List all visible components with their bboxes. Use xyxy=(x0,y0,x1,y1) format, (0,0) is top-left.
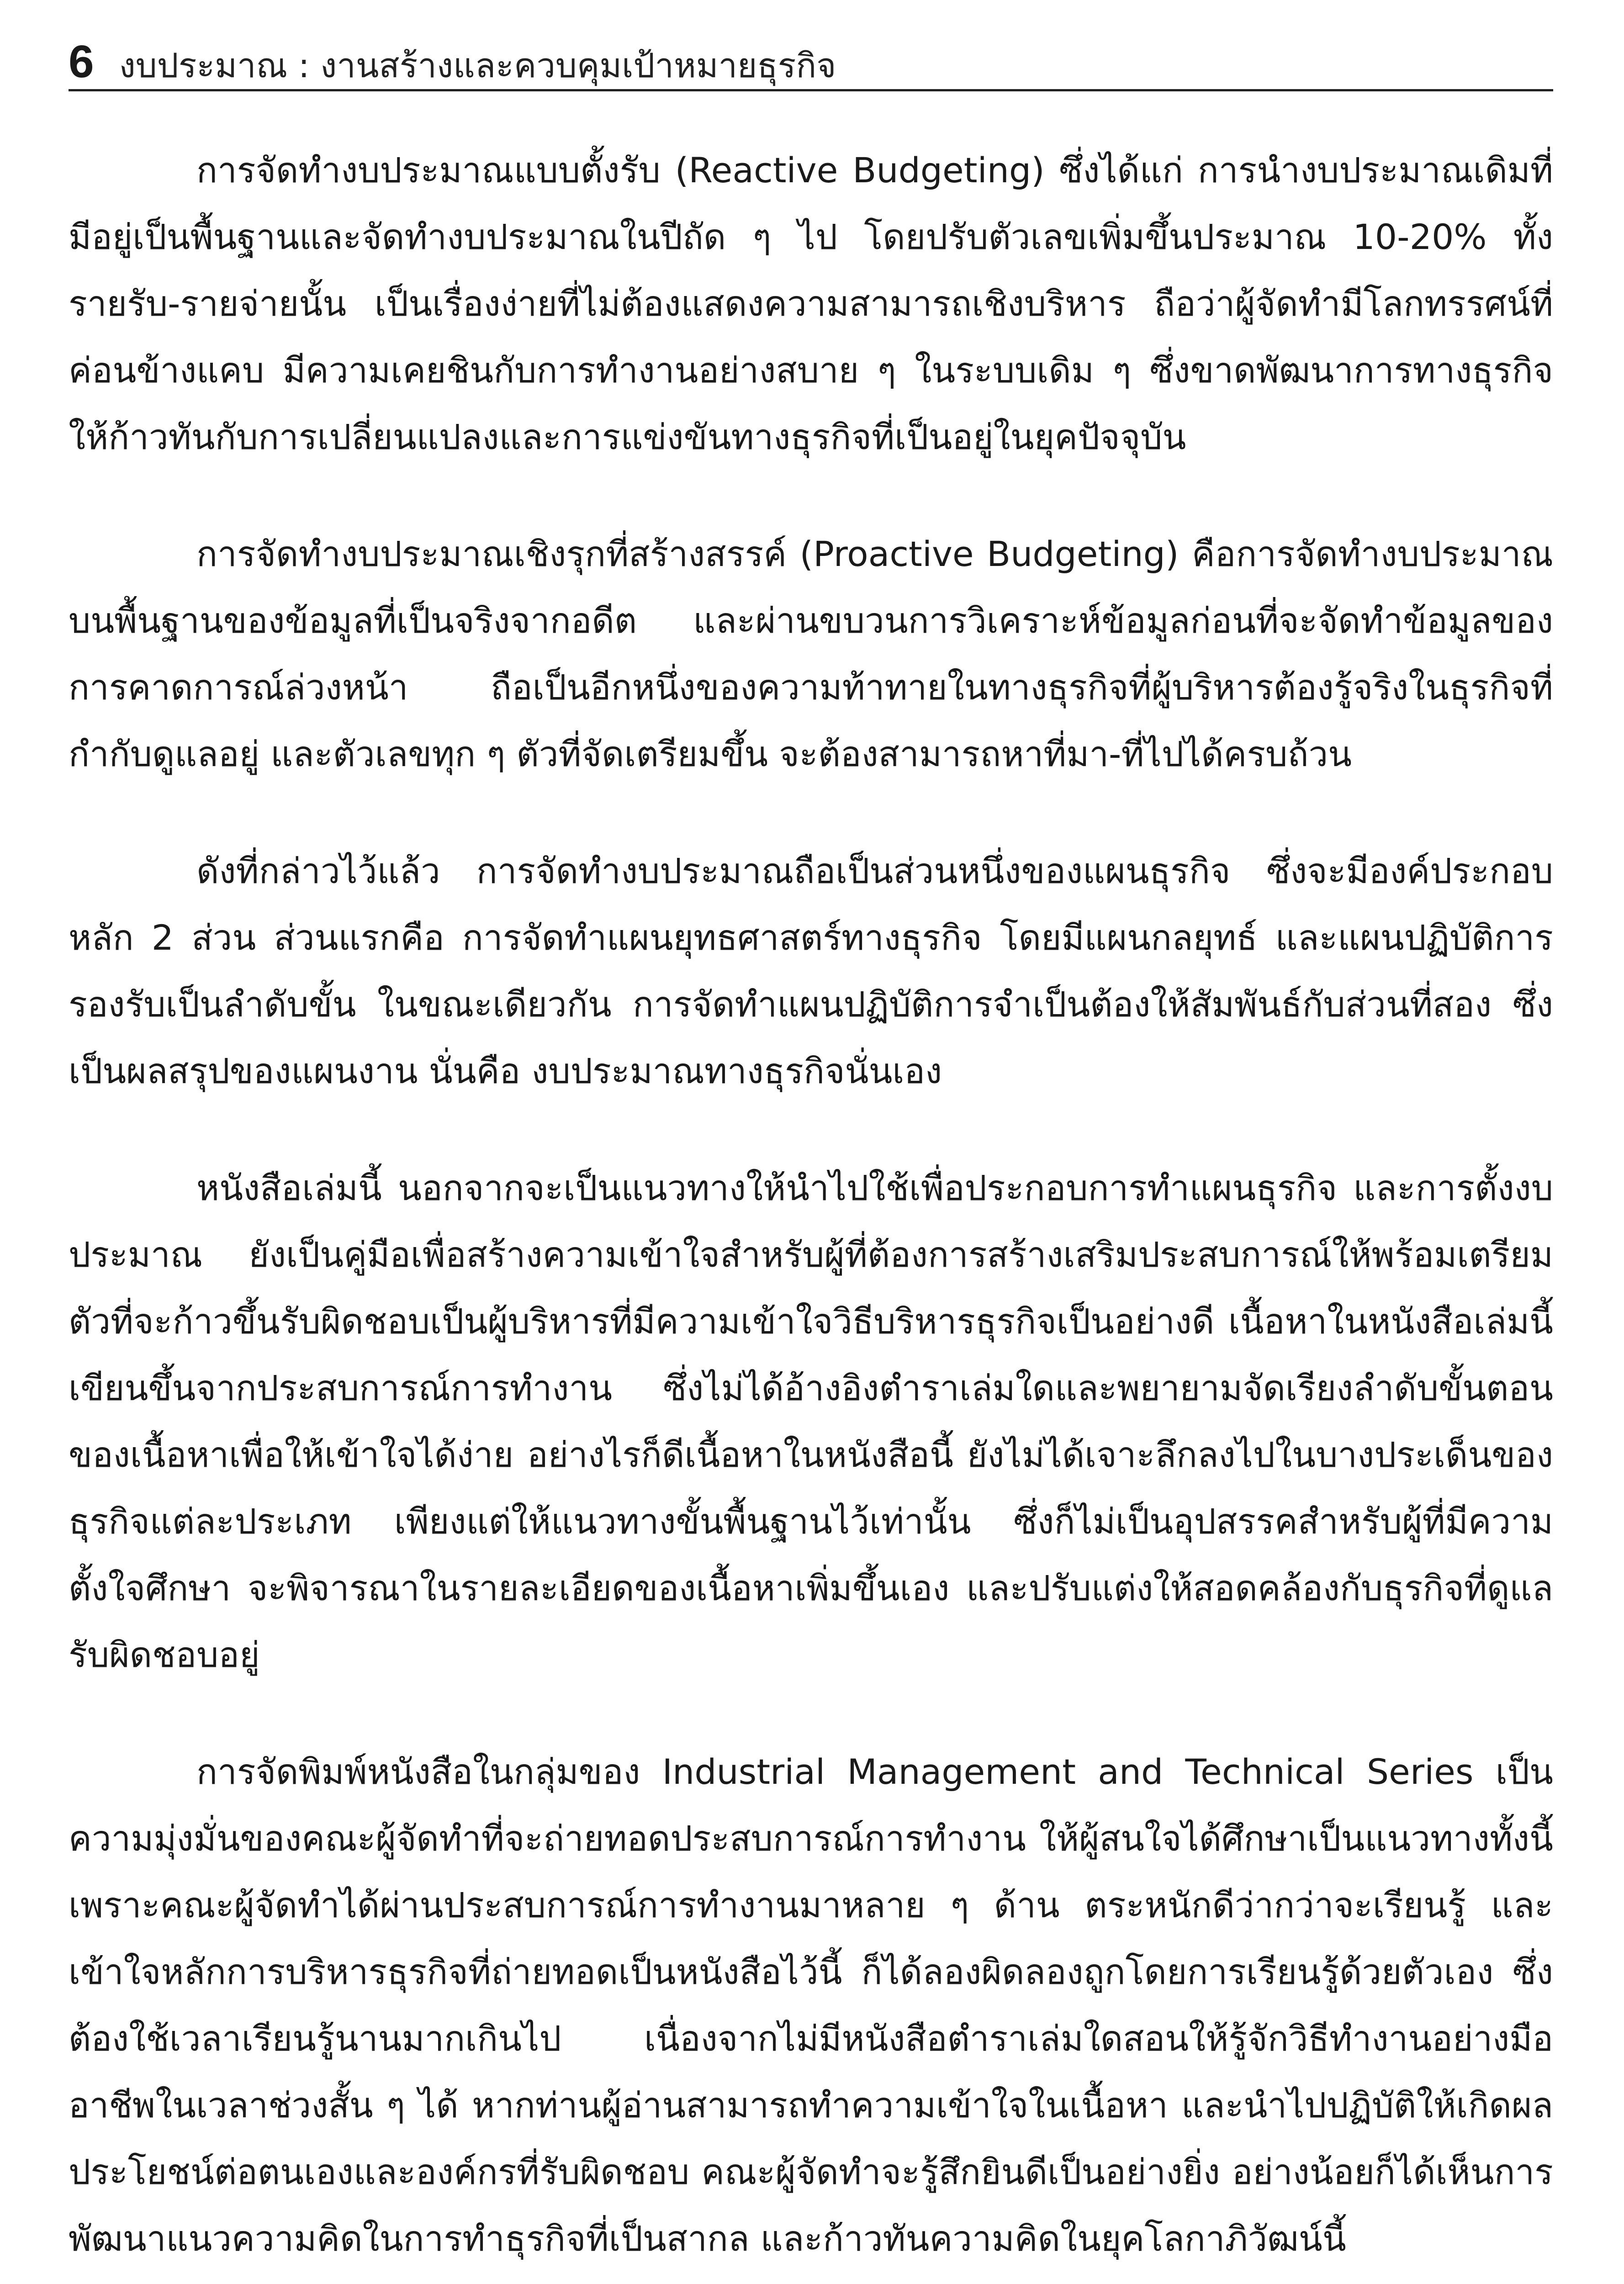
page-number: 6 xyxy=(69,36,94,87)
paragraph-business-plan: ดังที่กล่าวไว้แล้ว การจัดทำงบประมาณถือเป็นส่วนหนึ่งของแผนธุรกิจ ซึ่งจะมีองค์ประกอบหลัก 2 ส่วน ส่วนแรกคือ การจัดทำแผนยุทธศาสตร์ทางธุรกิจ โดยมีแผนกลยุทธ์ และแผนปฏิบัติการรองรับเป็นลำดับขั้น ในขณะเดียวกัน การจัดทำแผนปฏิบัติการจำเป็นต้องให้สัมพันธ์กับส่วนที่สอง ซึ่งเป็นผลสรุปของแผนงาน นั่นคือ งบประมาณทางธุรกิจนั่นเอง xyxy=(69,851,1553,1091)
paragraph-book-purpose: หนังสือเล่มนี้ นอกจากจะเป็นแนวทางให้นำไปใช้เพื่อประกอบการทำแผนธุรกิจ และการตั้งงบประมาณ ยังเป็นคู่มือเพื่อสร้างความเข้าใจสำหรับผู้ที่ต้องการสร้างเสริมประสบการณ์ให้พร้อมเตรียมตัวที่จะก้าวขึ้นรับผิดชอบเป็นผู้บริหารที่มีความเข้าใจวิธีบริหารธุรกิจเป็นอย่างดี เนื้อหาในหนังสือเล่มนี้เขียนขึ้นจากประสบการณ์การทำงาน ซึ่งไม่ได้อ้างอิงตำราเล่มใดและพยายามจัดเรียงลำดับขั้นตอนของเนื้อหาเพื่อให้เข้าใจได้ง่าย อย่างไรก็ดีเนื้อหาในหนังสือนี้ ยังไม่ได้เจาะลึกลงไปในบางประเด็นของธุรกิจแต่ละประเภท เพียงแต่ให้แนวทางขั้นพื้นฐานไว้เท่านั้น ซึ่งก็ไม่เป็นอุปสรรคสำหรับผู้ที่มีความตั้งใจศึกษา จะพิจารณาในรายละเอียดของเนื้อหาเพิ่มขึ้นเอง และปรับแต่งให้สอดคล้องกับธุรกิจที่ดูแลรับผิดชอบอยู่ xyxy=(69,1168,1553,1675)
running-title: งบประมาณ : งานสร้างและควบคุมเป้าหมายธุรกิจ xyxy=(119,46,836,85)
paragraph-proactive-budgeting: การจัดทำงบประมาณเชิงรุกที่สร้างสรรค์ (Proactive Budgeting) คือการจัดทำงบประมาณบนพื้นฐานของข้อมูลที่เป็นจริงจากอดีต และผ่านขบวนการวิเคราะห์ข้อมูลก่อนที่จะจัดทำข้อมูลของการคาดการณ์ล่วงหน้า ถือเป็นอีกหนึ่งของความท้าทายในทางธุรกิจที่ผู้บริหารต้องรู้จริงในธุรกิจที่กำกับดูแลอยู่ และตัวเลขทุก ๆ ตัวที่จัดเตรียมขึ้น จะต้องสามารถหาที่มา-ที่ไปได้ครบถ้วน xyxy=(69,534,1553,774)
paragraph-reactive-budgeting: การจัดทำงบประมาณแบบตั้งรับ (Reactive Budgeting) ซึ่งได้แก่ การนำงบประมาณเดิมที่มีอยู่เป็นพื้นฐานและจัดทำงบประมาณในปีถัด ๆ ไป โดยปรับตัวเลขเพิ่มขึ้นประมาณ 10-20% ทั้งรายรับ-รายจ่ายนั้น เป็นเรื่องง่ายที่ไม่ต้องแสดงความสามารถเชิงบริหาร ถือว่าผู้จัดทำมีโลกทรรศน์ที่ค่อนข้างแคบ มีความเคยชินกับการทำงานอย่างสบาย ๆ ในระบบเดิม ๆ ซึ่งขาดพัฒนาการทางธุรกิจให้ก้าวทันกับการเปลี่ยนแปลงและการแข่งขันทางธุรกิจที่เป็นอยู่ในยุคปัจจุบัน xyxy=(69,150,1553,457)
running-header xyxy=(69,27,1553,91)
paragraph-series-intent: การจัดพิมพ์หนังสือในกลุ่มของ Industrial Management and Technical Series เป็นความมุ่งมั่นของคณะผู้จัดทำที่จะถ่ายทอดประสบการณ์การทำงาน ให้ผู้สนใจได้ศึกษาเป็นแนวทางทั้งนี้เพราะคณะผู้จัดทำได้ผ่านประสบการณ์การทำงานมาหลาย ๆ ด้าน ตระหนักดีว่ากว่าจะเรียนรู้ และเข้าใจหลักการบริหารธุรกิจที่ถ่ายทอดเป็นหนังสือไว้นี้ ก็ได้ลองผิดลองถูกโดยการเรียนรู้ด้วยตัวเอง ซึ่งต้องใช้เวลาเรียนรู้นานมากเกินไป เนื่องจากไม่มีหนังสือตำราเล่มใดสอนให้รู้จักวิธีทำงานอย่างมืออาชีพในเวลาช่วงสั้น ๆ ได้ หากท่านผู้อ่านสามารถทำความเข้าใจในเนื้อหา และนำไปปฏิบัติให้เกิดผลประโยชน์ต่อตนเองและองค์กรที่รับผิดชอบ คณะผู้จัดทำจะรู้สึกยินดีเป็นอย่างยิ่ง อย่างน้อยก็ได้เห็นการพัฒนาแนวความคิดในการทำธุรกิจที่เป็นสากล และก้าวทันความคิดในยุคโลกาภิวัฒน์นี้ xyxy=(69,1751,1553,2259)
body-text xyxy=(69,137,1553,2284)
